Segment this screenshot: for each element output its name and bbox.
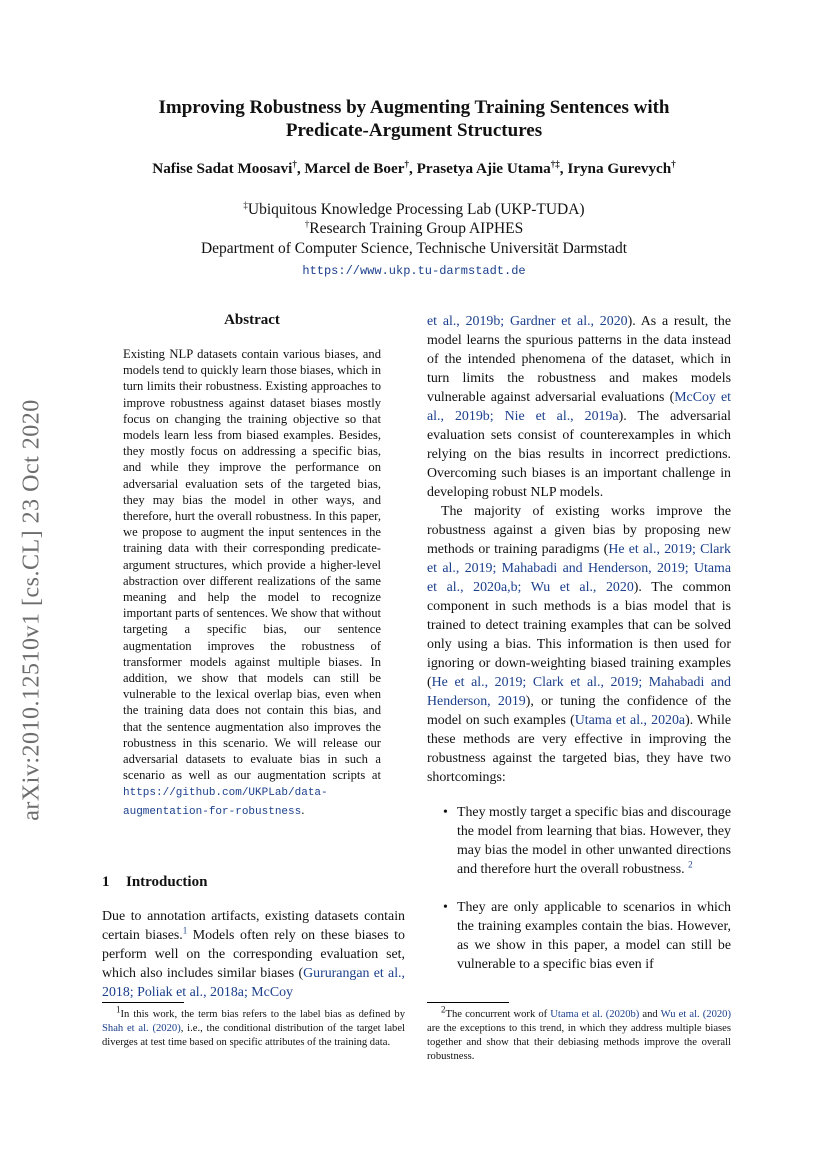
repository-link[interactable]: https://github.com/UKPLab/data-augmentation-for-robustness [123, 787, 328, 818]
author-list [90, 160, 738, 178]
citation-link[interactable]: McCoy et al., 2019b; Nie et al., 2019a [427, 390, 732, 424]
citation-link[interactable]: Utama et al. (2020b) [550, 1009, 640, 1020]
affiliation-line-3: Department of Computer Science, Technische Universität Darmstadt [200, 240, 628, 257]
footnote-2: $^2$The concurrent work of Utama et al. (2020b) and Wu et al. (2020) are the exceptions to this trend, in which they address multiple biases together and show that their debiasing methods improve the overall robustness. [427, 1004, 732, 1062]
paper-title [100, 96, 728, 142]
title-line-1: Improving Robustness by Augmenting Training Sentences with [158, 97, 670, 118]
footnote-ref-2[interactable]: 2 [688, 859, 693, 870]
citation-link[interactable]: He et al., 2019; Clark et al., 2019; Mahabadi and Henderson, 2019; Utama et al., 2020a,b; Wu et al., 2020 [427, 542, 731, 595]
intro-paragraph-2: The majority of existing works improve the robustness against a given bias by proposing new methods or training paradigms (He et al., 2019; Clark et al., 2019; Mahabadi and Henderson, 2019; Utama et al., 2020a,b; Wu et al., 2020). The common component in such methods is a bias model that is trained to detect training examples that can be solved only using a bias. This information is then used for ignoring or down-weighting biased training examples (He et al., 2019; Clark et al., 2019; Mahabadi and Henderson, 2019), or tuning the confidence of the model on such examples (Utama et al., 2020a). While these methods are very effective in improving the robustness against the targeted bias, they have two shortcomings: [427, 504, 731, 785]
arxiv-id-text: arXiv:2010.12510v1 [cs.CL] 23 Oct 2020 [18, 399, 45, 821]
footnote-divider [427, 1002, 509, 1003]
affiliation-url-link[interactable]: https://www.ukp.tu-darmstadt.de [302, 264, 526, 278]
abstract-body: Existing NLP datasets contain various biases, and models tend to quickly learn those biases, which in turn limits their robustness. Existing approaches to improve robustness against dataset biases mostly focus on changing the training objective so that models learn less from biased examples. Besides, they mostly focus on addressing a specific bias, and while they improve the performance on adversarial evaluation sets of the targeted bias, they may bias the model in other ways, and therefore, hurt the overall robustness. In this paper, we propose to augment the input sentences in the training data with their corresponding predicate-argument structures, which provide a higher-level abstraction over different realizations of the same meaning and help the model to recognize important parts of sentences. We show that without targeting a specific bias, our sentence augmentation improves the robustness of transformer models against multiple biases. In addition, we show that models can still be vulnerable to the lexical overlap bias, even when the training data does not contain this bias, and that the sentence augmentation also improves the robustness in this scenario. We will release our adversarial datasets to evaluate bias in such a scenario as well as our augmentation scripts at https://github.com/UKPLab/data-augmentation-for-robustness. [123, 347, 381, 818]
citation-link[interactable]: Shah et al. (2020) [102, 1023, 181, 1034]
author: Iryna Gurevych† [567, 158, 676, 177]
abstract-heading: Abstract [224, 312, 280, 328]
affiliation-line-1: ‡Ubiquitous Knowledge Processing Lab (UKP-TUDA) [243, 199, 585, 218]
bullet-icon: • [443, 805, 448, 820]
intro-paragraph-1: Due to annotation artifacts, existing datasets contain certain biases.$^1$ Models often rely on these biases to perform well on the corresponding evaluation set, which also includes similar biases (Gururangan et al., 2018; Poliak et al., 2018a; McCoy [102, 909, 405, 1000]
citation-link[interactable]: Wu et al. (2020) [660, 1009, 732, 1020]
author: Nafise Sadat Moosavi†, [152, 158, 305, 177]
bullet-icon: • [443, 900, 448, 915]
citation-link[interactable]: Utama et al., 2020a [574, 713, 686, 728]
citation-link[interactable]: He et al., 2019; Clark et al., 2019; Mahabadi and Henderson, 2019 [427, 675, 731, 709]
footnote-divider [102, 1002, 184, 1003]
citation-link[interactable]: et al., 2019b; Gardner et al., 2020 [427, 314, 628, 329]
title-line-2: Predicate-Argument Structures [285, 120, 543, 141]
footnote-1: $^1$In this work, the term bias refers to the label bias as defined by Shah et al. (2020), i.e., the conditional distribution of the target label diverges at test time based on specific attributes of the training data. [102, 1004, 405, 1048]
author: Marcel de Boer†, [304, 158, 417, 177]
footnote-ref-1[interactable]: 1 [182, 925, 188, 936]
author: Prasetya Ajie Utama†‡, [416, 158, 568, 177]
section-heading-introduction: 1 Introduction [102, 874, 208, 890]
arxiv-identifier [12, 360, 52, 860]
citation-link[interactable]: Gururangan et al., 2018; Poliak et al., 2018a; McCoy [102, 966, 405, 1000]
shortcomings-list [427, 803, 731, 974]
intro-paragraph-1-continued: et al., 2019b; Gardner et al., 2020). As a result, the model learns the spurious patterns in the data instead of the intended phenomena of the dataset, which in turn limits the robustness and makes models vulnerable against adversarial evaluations (McCoy et al., 2019b; Nie et al., 2019a). The adversarial evaluation sets consist of counterexamples in which relying on the bias results in incorrect predictions. Overcoming such biases is an important challenge in developing robust NLP models. [427, 314, 732, 500]
affiliation-line-2: †Research Training Group AIPHES [304, 218, 524, 237]
list-item: • They are only applicable to scenarios in which the training examples contain the bias. However, as we show in this paper, a model can still be vulnerable to a specific bias even if [443, 900, 731, 972]
list-item: • They mostly target a specific bias and discourage the model from learning that bias. However, they may bias the model in other unwanted directions and therefore hurt the overall robustness. $^2$ [443, 805, 731, 877]
